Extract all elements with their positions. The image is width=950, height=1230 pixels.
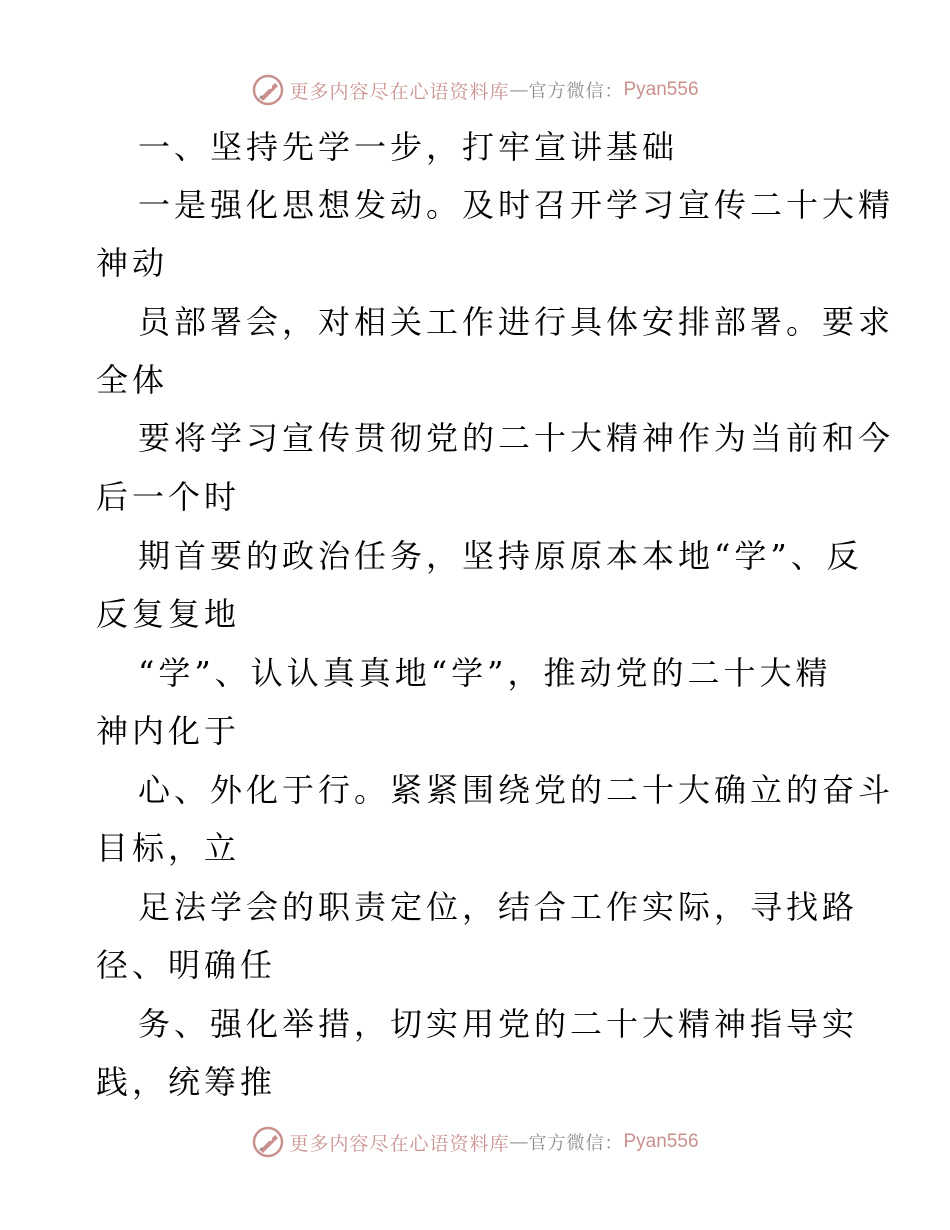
header-watermark-banner bbox=[0, 70, 950, 110]
banner-wechat-id: Pyan556 bbox=[623, 1131, 699, 1152]
text-line: 一、坚持先学一步，打牢宣讲基础 bbox=[138, 128, 679, 166]
text-line: 践，统筹推 bbox=[96, 1063, 277, 1101]
text-line: 要将学习宣传贯彻党的二十大精神作为当前和今 bbox=[138, 419, 895, 457]
text-line: 心、外化于行。紧紧围绕党的二十大确立的奋斗 bbox=[138, 771, 895, 809]
pen-logo-icon bbox=[251, 73, 285, 107]
text-line: 足法学会的职责定位，结合工作实际，寻找路 bbox=[138, 888, 859, 926]
text-line: 一是强化思想发动。及时召开学习宣传二十大精 bbox=[138, 186, 895, 224]
banner-site-text: 更多内容尽在心语资料库 bbox=[289, 1132, 510, 1155]
banner-site-text: 更多内容尽在心语资料库 bbox=[289, 80, 510, 103]
banner-wechat-label: 官方微信： bbox=[528, 81, 624, 102]
banner-wechat-label: 官方微信： bbox=[528, 1133, 624, 1154]
text-line: 神动 bbox=[96, 244, 169, 282]
text-line: “学”、认认真真地“学”，推动党的二十大精 bbox=[138, 654, 832, 692]
text-line: 全体 bbox=[96, 361, 169, 399]
pen-logo-icon bbox=[251, 1125, 285, 1159]
text-line: 目标，立 bbox=[96, 829, 241, 867]
text-line: 反复复地 bbox=[96, 595, 241, 633]
text-line: 径、明确任 bbox=[96, 946, 277, 984]
text-line: 员部署会，对相关工作进行具体安排部署。要求 bbox=[138, 303, 895, 341]
banner-dash: — bbox=[509, 79, 529, 101]
banner-wechat-id: Pyan556 bbox=[623, 79, 699, 100]
text-line: 务、强化举措，切实用党的二十大精神指导实 bbox=[138, 1005, 859, 1043]
banner-dash: — bbox=[509, 1131, 529, 1153]
footer-watermark-banner bbox=[0, 1122, 950, 1162]
text-line: 神内化于 bbox=[96, 712, 241, 750]
text-line: 期首要的政治任务，坚持原原本本地“学”、反 bbox=[138, 537, 863, 575]
text-line: 后一个时 bbox=[96, 478, 241, 516]
